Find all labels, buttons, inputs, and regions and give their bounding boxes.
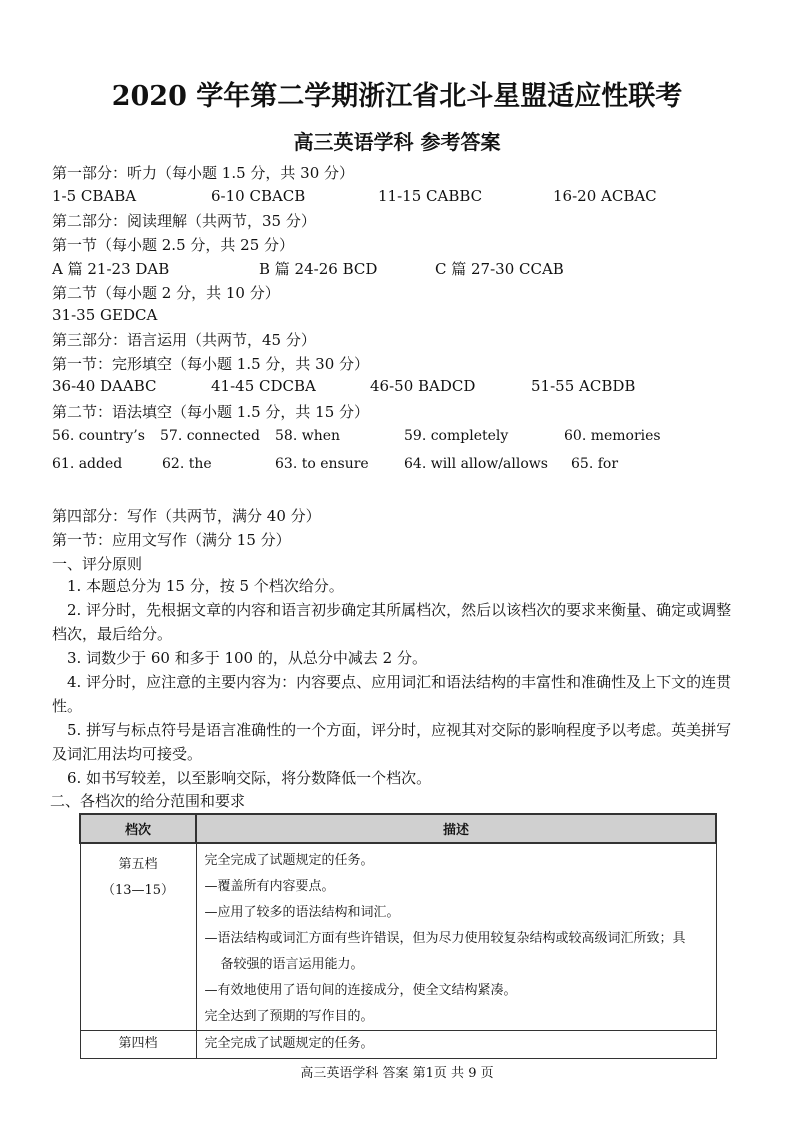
answer-group: 6-10 CBACB bbox=[211, 187, 306, 205]
level-name: 第四档 bbox=[118, 1036, 158, 1051]
part2-section1-heading: 第一节（每小题 2.5 分，共 25 分） bbox=[52, 236, 295, 254]
answer-group: B 篇 24-26 BCD bbox=[259, 260, 378, 278]
table-row bbox=[80, 843, 716, 1031]
principle-item: 4. 评分时，应注意的主要内容为：内容要点、应用词汇和语法结构的丰富性和准确性及上下文的连贯性。 bbox=[52, 673, 732, 715]
fill-answer: 64. will allow/allows bbox=[404, 456, 548, 472]
answer-group: 16-20 ACBAC bbox=[553, 187, 657, 205]
level-cell bbox=[80, 843, 196, 1031]
description-line: —覆盖所有内容要点。 bbox=[204, 879, 335, 894]
part4-heading: 第四部分：写作（共两节，满分 40 分） bbox=[52, 507, 321, 525]
level-cell bbox=[80, 1031, 196, 1059]
description-line: —语法结构或词汇方面有些许错误，但为尽力使用较复杂结构或较高级词汇所致；具 bbox=[204, 931, 686, 946]
part3-section2-heading: 第二节：语法填空（每小题 1.5 分，共 15 分） bbox=[52, 403, 370, 421]
fill-answer: 65. for bbox=[571, 456, 619, 472]
description-line: 完全完成了试题规定的任务。 bbox=[204, 1036, 374, 1051]
fill-answer: 58. when bbox=[275, 428, 341, 444]
document-title: 2020 学年第二学期浙江省北斗星盟适应性联考 bbox=[111, 81, 683, 112]
part3-heading: 第三部分：语言运用（共两节，45 分） bbox=[52, 331, 316, 349]
fill-answer: 56. country’s bbox=[52, 428, 145, 444]
principle-item: 6. 如书写较差，以至影响交际，将分数降低一个档次。 bbox=[67, 769, 432, 787]
column-header-level: 档次 bbox=[80, 814, 196, 843]
principles-heading: 一、评分原则 bbox=[52, 555, 143, 573]
fill-answer: 60. memories bbox=[564, 428, 661, 444]
principle-item: 5. 拼写与标点符号是语言准确性的一个方面，评分时，应视其对交际的影响程度予以考虑。英美拼写及词汇用法均可接受。 bbox=[52, 721, 732, 763]
description-line: 完全达到了预期的写作目的。 bbox=[204, 1009, 374, 1024]
part4-section1-heading: 第一节：应用文写作（满分 15 分） bbox=[52, 531, 291, 549]
fill-answer: 57. connected bbox=[160, 428, 261, 444]
part2-section2-heading: 第二节（每小题 2 分，共 10 分） bbox=[52, 284, 280, 302]
description-line: —有效地使用了语句间的连接成分，使全文结构紧凑。 bbox=[204, 983, 517, 998]
part3-section1-heading: 第一节：完形填空（每小题 1.5 分，共 30 分） bbox=[52, 355, 370, 373]
fill-answer: 59. completely bbox=[404, 428, 509, 444]
answer-group: 51-55 ACBDB bbox=[531, 377, 636, 395]
description-line: 备较强的语言运用能力。 bbox=[220, 957, 364, 972]
answer-group: 41-45 CDCBA bbox=[211, 377, 316, 395]
fill-answer: 63. to ensure bbox=[275, 456, 369, 472]
page-footer: 高三英语学科 答案 第1页 共 9 页 bbox=[300, 1066, 494, 1081]
answer-group: 46-50 BADCD bbox=[370, 377, 476, 395]
part2-heading: 第二部分：阅读理解（共两节，35 分） bbox=[52, 212, 316, 230]
description-cell bbox=[196, 1031, 716, 1059]
principle-item: 1. 本题总分为 15 分，按 5 个档次给分。 bbox=[67, 577, 344, 595]
level-name: 第五档 bbox=[118, 857, 158, 872]
description-line: —应用了较多的语法结构和词汇。 bbox=[204, 905, 400, 920]
table-header-row bbox=[80, 814, 716, 843]
scoring-table bbox=[79, 813, 717, 1059]
fill-answer: 61. added bbox=[52, 456, 123, 472]
fill-answer: 62. the bbox=[162, 456, 212, 472]
document-subtitle: 高三英语学科 参考答案 bbox=[293, 130, 501, 154]
answer-group: 36-40 DAABC bbox=[52, 377, 157, 395]
answer-group: 31-35 GEDCA bbox=[52, 306, 158, 324]
part1-heading: 第一部分：听力（每小题 1.5 分，共 30 分） bbox=[52, 164, 355, 182]
principle-item: 3. 词数少于 60 和多于 100 的，从总分中减去 2 分。 bbox=[67, 649, 427, 667]
level-range: （13—15） bbox=[101, 883, 175, 898]
answer-group: 11-15 CABBC bbox=[378, 187, 483, 205]
ranges-heading: 二、各档次的给分范围和要求 bbox=[50, 792, 246, 810]
description-cell bbox=[196, 843, 716, 1031]
table-row bbox=[80, 1031, 716, 1059]
principle-item: 2. 评分时，先根据文章的内容和语言初步确定其所属档次，然后以该档次的要求来衡量、确定或调整档次，最后给分。 bbox=[52, 601, 732, 643]
description-line: 完全完成了试题规定的任务。 bbox=[204, 853, 374, 868]
answer-group: A 篇 21-23 DAB bbox=[52, 260, 170, 278]
answer-group: 1-5 CBABA bbox=[52, 187, 137, 205]
column-header-description: 描述 bbox=[196, 814, 716, 843]
answer-group: C 篇 27-30 CCAB bbox=[435, 260, 564, 278]
